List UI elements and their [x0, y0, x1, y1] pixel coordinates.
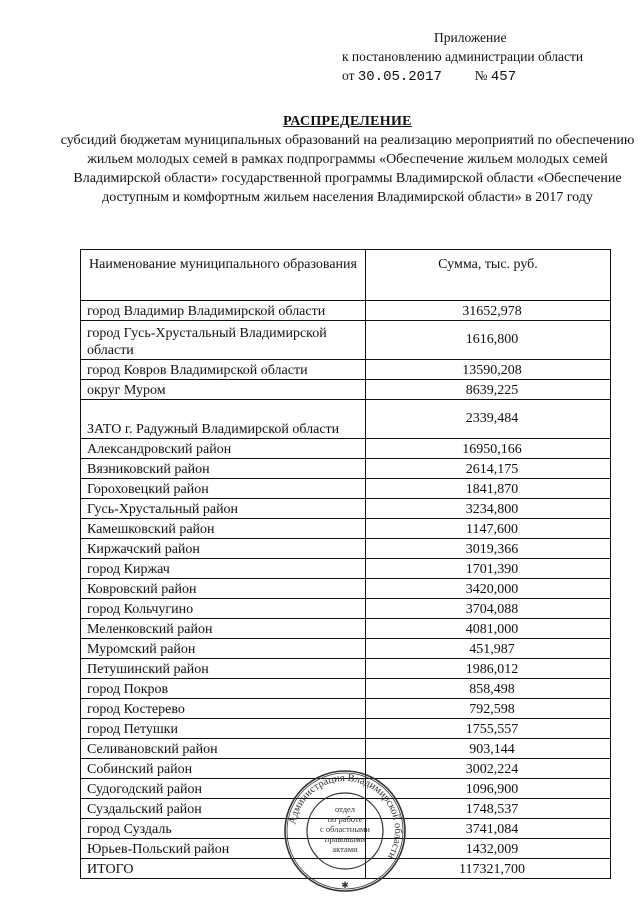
- subsidy-amount: 4081,000: [366, 619, 611, 639]
- table-row: [81, 519, 611, 539]
- table-row: [81, 321, 611, 360]
- subsidy-amount: 8639,225: [366, 380, 611, 400]
- municipality-name: Гороховецкий район: [81, 479, 366, 499]
- municipality-name: город Суздаль: [81, 819, 366, 839]
- table-row: [81, 301, 611, 321]
- table-row: [81, 559, 611, 579]
- subsidy-amount: 13590,208: [366, 360, 611, 380]
- subsidy-amount: 903,144: [366, 739, 611, 759]
- total-amount: 117321,700: [366, 859, 611, 879]
- subsidy-amount: 2339,484: [366, 400, 611, 439]
- subsidy-amount: 1096,900: [366, 779, 611, 799]
- stamp-center-line: по работе: [327, 814, 363, 824]
- municipality-name: Петушинский район: [81, 659, 366, 679]
- subsidy-amount: 3019,366: [366, 539, 611, 559]
- stamp-star-icon: ✱: [341, 880, 349, 890]
- table-row: [81, 599, 611, 619]
- subsidy-amount: 1841,870: [366, 479, 611, 499]
- municipality-name: Камешковский район: [81, 519, 366, 539]
- subsidy-amount: 3420,000: [366, 579, 611, 599]
- subsidy-amount: 3704,088: [366, 599, 611, 619]
- subsidy-amount: 1986,012: [366, 659, 611, 679]
- total-label: ИТОГО: [81, 859, 366, 879]
- table-row: [81, 659, 611, 679]
- document-heading: [60, 112, 635, 207]
- appendix-title: Приложение: [434, 30, 507, 45]
- table-row: [81, 499, 611, 519]
- subsidy-amount: 792,598: [366, 699, 611, 719]
- municipality-name: Собинский район: [81, 759, 366, 779]
- header-amount: Сумма, тыс. руб.: [366, 250, 611, 301]
- total-row: [81, 859, 611, 879]
- municipality-name: Юрьев-Польский район: [81, 839, 366, 859]
- table-header-row: [81, 250, 611, 301]
- decree-date: 30.05.2017: [357, 69, 442, 85]
- stamp-center-line: с областными: [320, 824, 370, 834]
- stamp-center-line: правовыми: [324, 834, 366, 844]
- document-subtitle: субсидий бюджетам муниципальных образований на реализацию мероприятий по обеспечению жильем молодых семей в рамках подпрограммы «Обеспечение жильем молодых семей Владимирской области» государственной программы Владимирской области «Обеспечение доступным и комфортным жильем населения Владимирской области» в 2017 году: [60, 133, 635, 205]
- municipality-name: город Киржач: [81, 559, 366, 579]
- table-row: [81, 699, 611, 719]
- subsidy-amount: 1432,009: [366, 839, 611, 859]
- municipality-name: город Гусь-Хрустальный Владимирской области: [81, 321, 366, 360]
- subsidy-amount: 2614,175: [366, 459, 611, 479]
- header-municipality: Наименование муниципального образования: [81, 250, 366, 301]
- municipality-name: Муромский район: [81, 639, 366, 659]
- municipality-name: Судогодский район: [81, 779, 366, 799]
- subsidy-amount: 3741,084: [366, 819, 611, 839]
- number-prefix: №: [474, 68, 488, 83]
- subsidy-amount: 1755,557: [366, 719, 611, 739]
- municipality-name: город Владимир Владимирской области: [81, 301, 366, 321]
- table-row: [81, 380, 611, 400]
- document-title: РАСПРЕДЕЛЕНИЕ: [283, 114, 412, 129]
- subsidy-amount: 3234,800: [366, 499, 611, 519]
- appendix-subtitle: к постановлению администрации области: [342, 49, 584, 64]
- municipality-name: Вязниковский район: [81, 459, 366, 479]
- municipality-name: Меленковский район: [81, 619, 366, 639]
- municipality-name: город Ковров Владимирской области: [81, 360, 366, 380]
- table-row: [81, 400, 611, 439]
- municipality-name: Селивановский район: [81, 739, 366, 759]
- table-row: [81, 439, 611, 459]
- table-row: [81, 639, 611, 659]
- subsidy-amount: 31652,978: [366, 301, 611, 321]
- table-row: [81, 539, 611, 559]
- municipality-name: Александровский район: [81, 439, 366, 459]
- table-row: [81, 779, 611, 799]
- table-row: [81, 679, 611, 699]
- table-row: [81, 799, 611, 819]
- table-row: [81, 719, 611, 739]
- municipality-name: ЗАТО г. Радужный Владимирской области: [81, 400, 366, 439]
- table-row: [81, 759, 611, 779]
- table-row: [81, 619, 611, 639]
- subsidy-table: [80, 249, 611, 879]
- municipality-name: Суздальский район: [81, 799, 366, 819]
- table-row: [81, 360, 611, 380]
- appendix-date-line: [330, 66, 620, 87]
- appendix-block: [330, 28, 620, 87]
- stamp-center-line: актами: [332, 844, 358, 854]
- stamp-ring-textpath: Администрация Владимирской области: [287, 772, 404, 861]
- municipality-name: Киржачский район: [81, 539, 366, 559]
- table-row: [81, 819, 611, 839]
- municipality-name: Ковровский район: [81, 579, 366, 599]
- subsidy-amount: 1616,800: [366, 321, 611, 360]
- subsidy-amount: 1701,390: [366, 559, 611, 579]
- stamp-center-line: отдел: [334, 804, 356, 814]
- subsidy-amount: 16950,166: [366, 439, 611, 459]
- date-prefix: от: [342, 68, 355, 83]
- municipality-name: город Покров: [81, 679, 366, 699]
- table-row: [81, 459, 611, 479]
- table-row: [81, 579, 611, 599]
- table-row: [81, 839, 611, 859]
- municipality-name: город Петушки: [81, 719, 366, 739]
- subsidy-amount: 1748,537: [366, 799, 611, 819]
- municipality-name: город Костерево: [81, 699, 366, 719]
- subsidy-amount: 858,498: [366, 679, 611, 699]
- municipality-name: Гусь-Хрустальный район: [81, 499, 366, 519]
- subsidy-amount: 451,987: [366, 639, 611, 659]
- table-row: [81, 739, 611, 759]
- subsidy-amount: 3002,224: [366, 759, 611, 779]
- municipality-name: округ Муром: [81, 380, 366, 400]
- subsidy-amount: 1147,600: [366, 519, 611, 539]
- table-row: [81, 479, 611, 499]
- decree-number: 457: [490, 69, 517, 85]
- municipality-name: город Кольчугино: [81, 599, 366, 619]
